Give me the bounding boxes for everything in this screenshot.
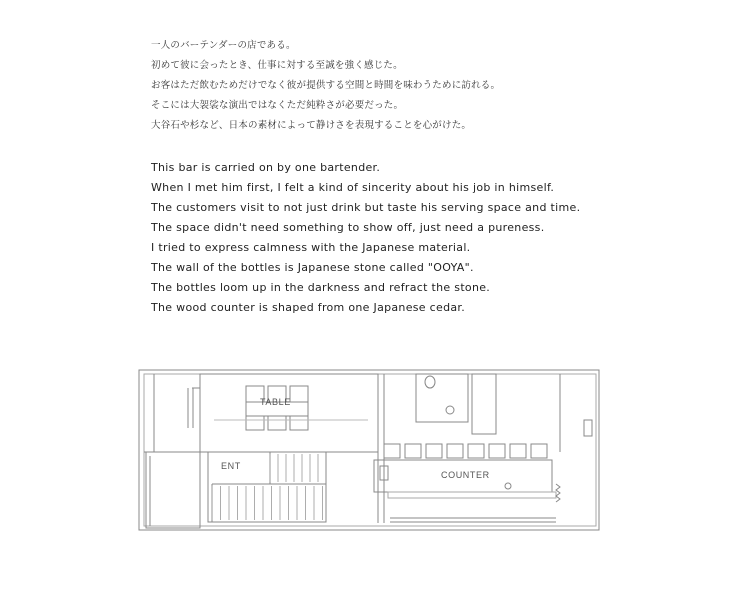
- en-line-6: The wall of the bottles is Japanese stone called "OOYA".: [151, 261, 474, 274]
- bar-stool: [489, 444, 505, 458]
- en-line-5: I tried to express calmness with the Japanese material.: [151, 241, 471, 254]
- jp-line-2: 初めて彼に会ったとき、仕事に対する至誠を強く感じた。: [151, 60, 403, 71]
- back-counter: [388, 492, 556, 498]
- en-line-8: The wood counter is shaped from one Japanese cedar.: [151, 301, 466, 314]
- bar-stool: [531, 444, 547, 458]
- en-line-3: The customers visit to not just drink but taste his serving space and time.: [151, 201, 581, 214]
- en-line-1: This bar is carried on by one bartender.: [151, 161, 381, 174]
- table-room: [200, 374, 378, 452]
- chair: [268, 416, 286, 430]
- toilet-icon: [425, 376, 435, 388]
- restroom: [416, 374, 468, 422]
- bar-stool: [384, 444, 400, 458]
- equipment: [584, 420, 592, 436]
- bar-stool: [405, 444, 421, 458]
- english-description: [151, 158, 580, 318]
- en-line-4: The space didn't need something to show off, just need a pureness.: [151, 221, 545, 234]
- drain-icon: [505, 483, 511, 489]
- chair: [290, 386, 308, 402]
- counter-label: COUNTER: [441, 470, 490, 480]
- chair: [290, 416, 308, 430]
- japanese-description: [151, 36, 500, 136]
- chair: [246, 416, 264, 430]
- storage: [472, 374, 496, 434]
- jp-line-3: お客はただ飲むためだけでなく彼が提供する空間と時間を味わうために訪れる。: [151, 80, 501, 91]
- jp-line-1: 一人のバーテンダーの店である。: [151, 40, 296, 51]
- floor-plan: [138, 368, 604, 534]
- sink-icon: [446, 406, 454, 414]
- entrance-label: ENT: [221, 461, 241, 471]
- bar-stool: [426, 444, 442, 458]
- bar-stool: [510, 444, 526, 458]
- table-label: TABLE: [260, 397, 291, 407]
- jp-line-4: そこには大袈裟な演出ではなくただ純粋さが必要だった。: [151, 100, 404, 111]
- stair-well: [146, 452, 200, 528]
- en-line-7: The bottles loom up in the darkness and refract the stone.: [151, 281, 491, 294]
- en-line-2: When I met him first, I felt a kind of sincerity about his job in himself.: [151, 181, 555, 194]
- spring-icon: [556, 484, 560, 502]
- jp-line-5: 大谷石や杉など、日本の素材によって静けさを表現することを心がけた。: [151, 120, 472, 131]
- bar-stools: [384, 444, 547, 458]
- bar-stool: [447, 444, 463, 458]
- bar-stool: [468, 444, 484, 458]
